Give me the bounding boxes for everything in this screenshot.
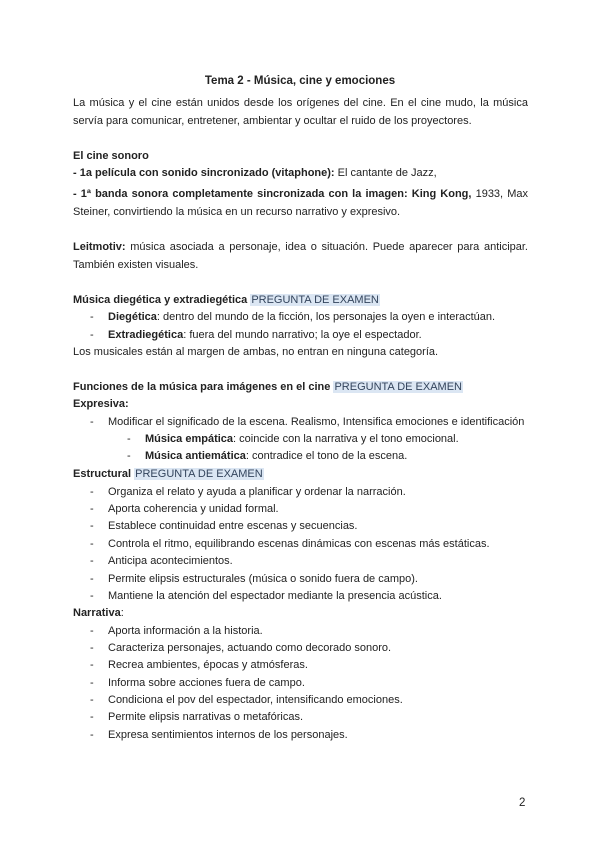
exam-highlight: PREGUNTA DE EXAMEN (334, 381, 462, 393)
diegetica-heading (73, 293, 380, 307)
sonoro-heading: El cine sonoro (73, 150, 149, 162)
sonoro-item-2-label: - 1ª banda sonora completamente sincronizada con la imagen: King Kong, (73, 188, 472, 200)
leitmotiv-paragraph (73, 239, 528, 274)
expresiva-heading: Expresiva: (73, 398, 129, 410)
antiematica-label: Música antiemática (145, 450, 246, 462)
sonoro-item-1-text: El cantante de Jazz, (334, 167, 437, 179)
estructural-heading (73, 467, 264, 481)
leitmotiv-label: Leitmotiv: (73, 241, 126, 253)
empatica-text: : coincide con la narrativa y el tono emocional. (233, 433, 459, 445)
funciones-heading (73, 380, 463, 394)
page-number: 2 (519, 797, 526, 809)
sonoro-item-2-text: 1933, Max Steiner, convirtiendo la música en un recurso narrativo y expresivo. (73, 188, 528, 218)
empatica-label: Música empática (145, 433, 234, 445)
intro-paragraph: La música y el cine están unidos desde los orígenes del cine. En el cine mudo, la música servía para comunicar, entretener, ambientar y ocultar el ruido de los proyectores. (73, 97, 528, 127)
extradiegetica-item-label: Extradiegética (108, 329, 184, 341)
exam-highlight: PREGUNTA DE EXAMEN (251, 294, 379, 306)
narrativa-heading-colon: : (120, 607, 124, 619)
narrativa-heading-text: Narrativa (73, 607, 121, 619)
document-page: Tema 2 - Música, cine y emociones La música y el cine están unidos desde los orígenes del cine. En el cine mudo, la música servía para comunicar, entretener, ambientar y ocultar el ruido de los proyectores. El cine sonoro - 1a película con sonido sincronizado (vitaphone): El cantante de Jazz, - 1ª banda sonora completamente sincronizada con la imagen: King Kong, 1933, Max Steiner, convirtiendo la música en un recurso narrativo y expresivo. Leitmotiv: música asociada a personaje, idea o situación. Puede aparecer para anticipar. También existen visuales. Música diegética y extradiegética PREGUNTA DE EXAMEN - Diegética: dentro del mundo de la ficción, los personajes la oyen e interactúan. - Extradiegética: fuera del mundo narrativo; la oye el espectador. Los musicales están al margen de ambas, no entran en ninguna categoría. Funciones de la música para imágenes en el cine PREGUNTA DE EXAMEN Expresiva: - Modificar el significado de la escena. Realismo, Intensifica emociones e identificación - Música empática: coincide con la narrativa y el tono emocional. - Música antiemática: contradice el tono de la escena. Estructural PREGUNTA DE EXAMEN - Organiza el relato y ayuda a planificar y ordenar la narración. - Aporta coherencia y unidad formal. - Establece continuidad entre escenas y secuencias. - Controla el ritmo, equilibrando escenas dinámicas con escenas más estáticas. - Anticipa acontecimientos. - Permite elipsis estructurales (música o sonido fuera de campo). - Mantiene la atención del espectador mediante la presencia acústica. Narrativa: - Aporta información a la historia. - Caracteriza personajes, actuando como decorado sonoro. - Recrea ambientes, épocas y atmósferas. - Informa sobre acciones fuera de campo. - Condiciona el pov del espectador, intensificando emociones. - Permite elipsis narrativas o metafóricas. - Expresa sentimientos internos de los personajes. 2 (0, 0, 600, 848)
narrativa-heading (73, 606, 124, 620)
extradiegetica-item-text: : fuera del mundo narrativo; la oye el espectador. (183, 329, 422, 341)
sonoro-item-1 (73, 166, 437, 180)
diegetica-heading-text: Música diegética y extradiegética (73, 294, 248, 306)
estructural-heading-text: Estructural (73, 468, 132, 480)
page-title: Tema 2 - Música, cine y emociones (204, 75, 396, 87)
leitmotiv-text: música asociada a personaje, idea o situación. Puede aparecer para anticipar. También existen visuales. (73, 241, 528, 271)
expresiva-item-text: Modificar el significado de la escena. Realismo, Intensifica emociones e identificación (108, 416, 525, 428)
antiematica-text: : contradice el tono de la escena. (245, 450, 408, 462)
musicales-note: Los musicales están al margen de ambas, no entran en ninguna categoría. (73, 346, 439, 358)
funciones-heading-text: Funciones de la música para imágenes en el cine (73, 381, 331, 393)
sonoro-item-2 (73, 186, 528, 221)
diegetica-item-text: : dentro del mundo de la ficción, los personajes la oyen e interactúan. (156, 311, 496, 323)
diegetica-item-label: Diegética (108, 311, 157, 323)
sonoro-item-1-label: - 1a película con sonido sincronizado (vitaphone): (73, 167, 335, 179)
exam-highlight: PREGUNTA DE EXAMEN (135, 468, 263, 480)
